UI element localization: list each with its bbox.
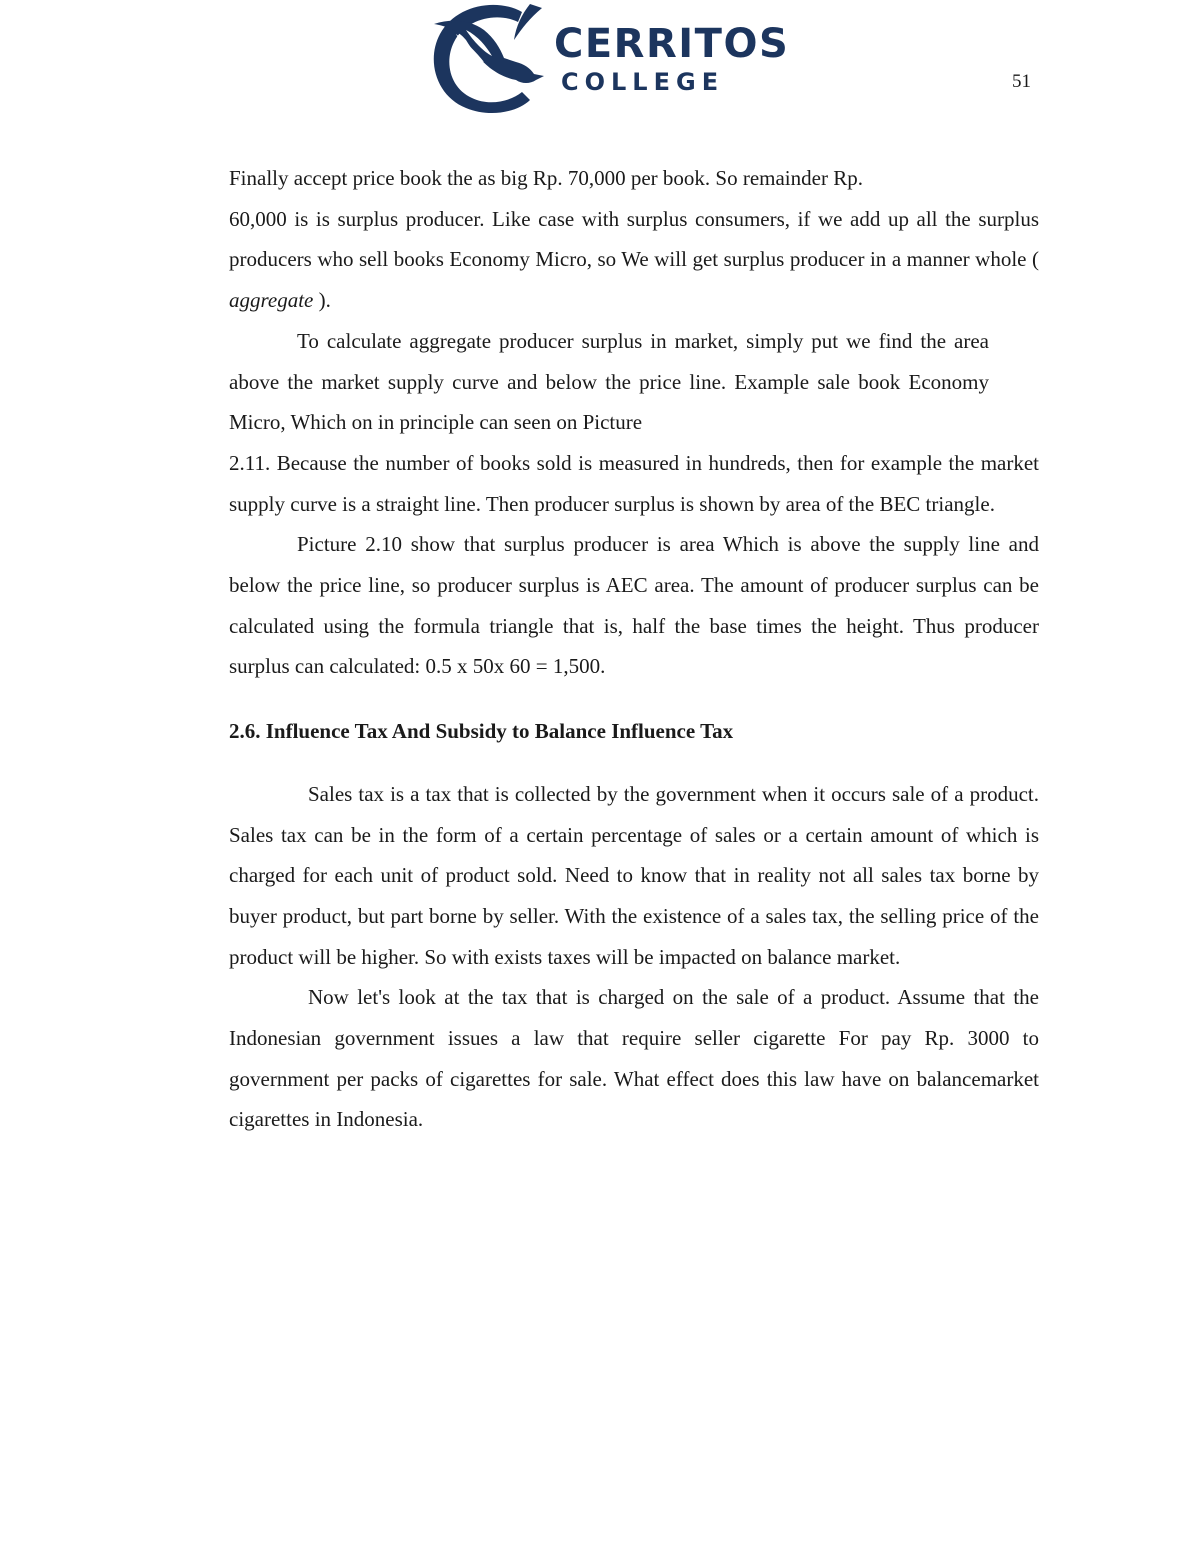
paragraph-4: Sales tax is a tax that is collected by the government when it occurs sale of a product. Sales tax can be in the form of a certain percentage of sales or a certain amount of which is charged for each unit of product sold. Need to know that in reality not all sales tax borne by buyer product, but part borne by seller. With the existence of a sales tax, the selling price of the product will be higher. So with exists taxes will be impacted on balance market. [229,781,1039,969]
page-number: 51 [1012,71,1031,92]
logo-wordmark-college: COLLEGE [561,68,725,96]
paragraph-1-end: ). [318,288,331,313]
cerritos-college-logo [426,0,790,118]
paragraph-1 [229,199,1039,321]
paragraph-1-text: 60,000 is is surplus producer. Like case with surplus consumers, if we add up all the surplus producers who sell books Economy Micro, so We will get surplus producer in a manner whole ( [229,206,1039,272]
paragraph-2-part-2: 2.11. Because the number of books sold is measured in hundreds, then for example the market supply curve is a straight line. Then producer surplus is shown by area of the BEC triangle. [229,450,1039,516]
paragraph-1-line-1: Finally accept price book the as big Rp. 70,000 per book. So remainder Rp. [229,166,863,190]
eagle-c-logo-mark [426,0,556,116]
paragraph-3: Picture 2.10 show that surplus producer is area Which is above the supply line and below the price line, so producer surplus is AEC area. The amount of producer surplus can be calculated using the formula triangle that is, half the base times the height. Thus producer surplus can calculated: 0.5 x 50x 60 = 1,500. [229,532,1039,679]
italic-term-aggregate: aggregate [229,288,314,313]
section-heading: 2.6. Influence Tax And Subsidy to Balance Influence Tax [229,719,734,744]
paragraph-5: Now let's look at the tax that is charged on the sale of a product. Assume that the Indonesian government issues a law that require seller cigarette For pay Rp. 3000 to government per packs of cigarettes for sale. What effect does this law have on balancemarket cigarettes in Indonesia. [229,985,1039,1132]
document-body [229,158,1039,1140]
paragraph-2-part-1: To calculate aggregate producer surplus in market, simply put we find the area above the market supply curve and below the price line. Example sale book Economy Micro, Which on in principle can seen on Picture [229,328,989,435]
logo-wordmark-cerritos: CERRITOS [554,21,790,67]
